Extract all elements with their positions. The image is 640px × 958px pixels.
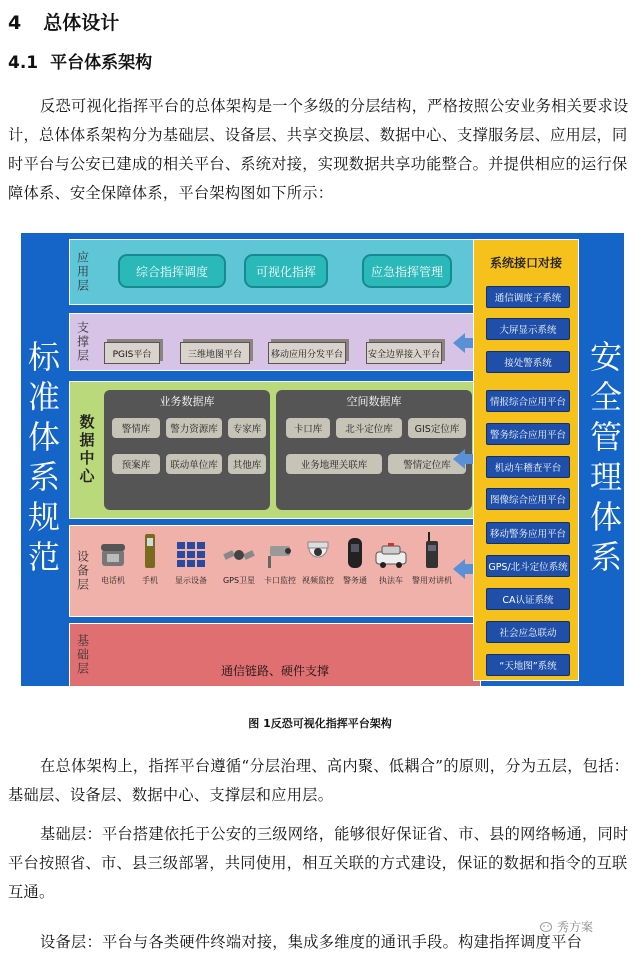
interface-item: 大屏显示系统 — [486, 318, 570, 340]
interface-item: 机动车稽查平台 — [486, 456, 570, 478]
spatial-database-title: 空间数据库 — [346, 395, 402, 408]
data-center-layer — [69, 381, 481, 519]
db-cell: 业务地理关联库 — [286, 454, 382, 474]
standards-system-label: 标准体系规范 — [23, 339, 61, 580]
device-police-terminal: 警务通 — [338, 536, 372, 586]
interface-item: 警务综合应用平台 — [486, 423, 570, 445]
application-layer-label: 应用层 — [75, 251, 90, 293]
interface-item: 通信调度子系统 — [486, 286, 570, 308]
device-walkie-talkie: 警用对讲机 — [408, 532, 456, 586]
db-cell: 警力资源库 — [166, 418, 222, 438]
interface-item: 情报综合应用平台 — [486, 390, 570, 412]
architecture-diagram — [21, 233, 624, 686]
app-item-command-dispatch: 综合指挥调度 — [118, 254, 226, 288]
security-system-column — [584, 233, 624, 686]
interface-item: 移动警务应用平台 — [486, 522, 570, 544]
business-database-panel — [104, 390, 270, 510]
interface-item: 图像综合应用平台 — [486, 488, 570, 510]
data-center-label: 数据中心 — [77, 414, 96, 486]
display-wall-icon — [175, 540, 207, 570]
section-heading — [8, 8, 119, 35]
support-item-3d-map: 三维地图平台 — [180, 342, 250, 364]
interface-item: GPS/北斗定位系统 — [486, 555, 570, 577]
device-video-monitor: 视频监控 — [298, 540, 338, 586]
support-layer-label: 支撑层 — [75, 321, 90, 363]
db-cell: 北斗定位库 — [336, 418, 402, 438]
interface-item: “天地图”系统 — [486, 654, 570, 676]
overall-paragraph: 在总体架构上，指挥平台遵循“分层治理、高内聚、低耦合”的原则，分为五层，包括：基础层、设备层、数据中心、支撑层和应用层。 — [8, 757, 630, 804]
subsection-number: 4.1 — [8, 53, 39, 73]
support-item-security-access: 安全边界接入平台 — [366, 342, 442, 364]
device-mobile: 手机 — [134, 532, 166, 586]
db-cell: 卡口库 — [286, 418, 330, 438]
figure-caption: 图 1反恐可视化指挥平台架构 — [248, 717, 392, 730]
device-phone: 电话机 — [94, 540, 132, 586]
application-layer — [69, 239, 481, 305]
app-item-emergency-management: 应急指挥管理 — [362, 254, 452, 288]
device-layer-paragraph: 设备层：平台与各类硬件终端对接，集成多维度的通讯手段。构建指挥调度平台 — [40, 933, 583, 951]
security-system-label: 安全管理体系 — [585, 339, 623, 580]
device-layer-label: 设备层 — [75, 550, 90, 592]
device-checkpoint-camera: 卡口监控 — [260, 540, 300, 586]
device-gps-satellite: GPS卫星 — [218, 540, 260, 586]
section-title: 总体设计 — [43, 12, 120, 34]
support-item-mobile-distribution: 移动应用分发平台 — [268, 342, 346, 364]
app-item-visual-command: 可视化指挥 — [244, 254, 328, 288]
system-interface-title: 系统接口对接 — [489, 256, 562, 270]
db-cell: 其他库 — [228, 454, 266, 474]
standards-system-column — [21, 233, 63, 686]
db-cell: 联动单位库 — [166, 454, 222, 474]
db-cell: GIS定位库 — [408, 418, 466, 438]
mobile-phone-icon — [143, 532, 157, 570]
subsection-title: 平台体系架构 — [50, 53, 153, 73]
device-layer — [69, 525, 481, 617]
section-number: 4 — [8, 12, 22, 34]
spatial-database-panel — [276, 390, 472, 510]
interface-item: CA认证系统 — [486, 588, 570, 610]
wechat-icon — [540, 921, 554, 933]
intro-paragraph: 反恐可视化指挥平台的总体架构是一个多级的分层结构，严格按照公安业务相关要求设计，总体体系架构分为基础层、设备层、共享交换层、数据中心、支撑服务层、应用层，同时平台与公安已建成的相关平台、系统对接，实现数据共享功能整合。并提供相应的运行保障体系、安全保障体系，平台架构图如下所示： — [8, 97, 629, 202]
device-display: 显示设备 — [168, 540, 214, 586]
support-layer — [69, 313, 481, 371]
satellite-icon — [222, 540, 256, 570]
dome-camera-icon — [304, 540, 332, 570]
system-interface-column — [473, 239, 579, 681]
device-patrol-car: 执法车 — [372, 540, 410, 586]
base-layer-text: 通信链路、硬件支撑 — [220, 664, 329, 678]
walkie-talkie-icon — [424, 532, 440, 570]
base-layer-paragraph: 基础层：平台搭建依托于公安的三级网络，能够很好保证省、市、县的网络畅通，同时平台按照省、市、县三级部署，共同使用，相互关联的方式建设，保证的数据和指令的互联互通。 — [8, 825, 629, 901]
db-cell: 专家库 — [228, 418, 266, 438]
police-terminal-icon — [345, 536, 365, 570]
business-database-title: 业务数据库 — [159, 395, 215, 408]
cctv-camera-icon — [264, 540, 296, 570]
watermark: 秀方案 — [540, 918, 593, 935]
base-layer-label: 基础层 — [75, 634, 90, 676]
support-item-pgis: PGIS平台 — [104, 342, 160, 364]
base-layer — [69, 623, 481, 687]
db-cell: 预案库 — [112, 454, 160, 474]
interface-item: 社会应急联动 — [486, 621, 570, 643]
db-cell: 警情库 — [112, 418, 160, 438]
interface-item: 接处警系统 — [486, 351, 570, 373]
police-car-icon — [374, 540, 408, 570]
db-cell: 警情定位库 — [388, 454, 466, 474]
desk-phone-icon — [99, 540, 127, 570]
subsection-heading — [8, 48, 152, 73]
